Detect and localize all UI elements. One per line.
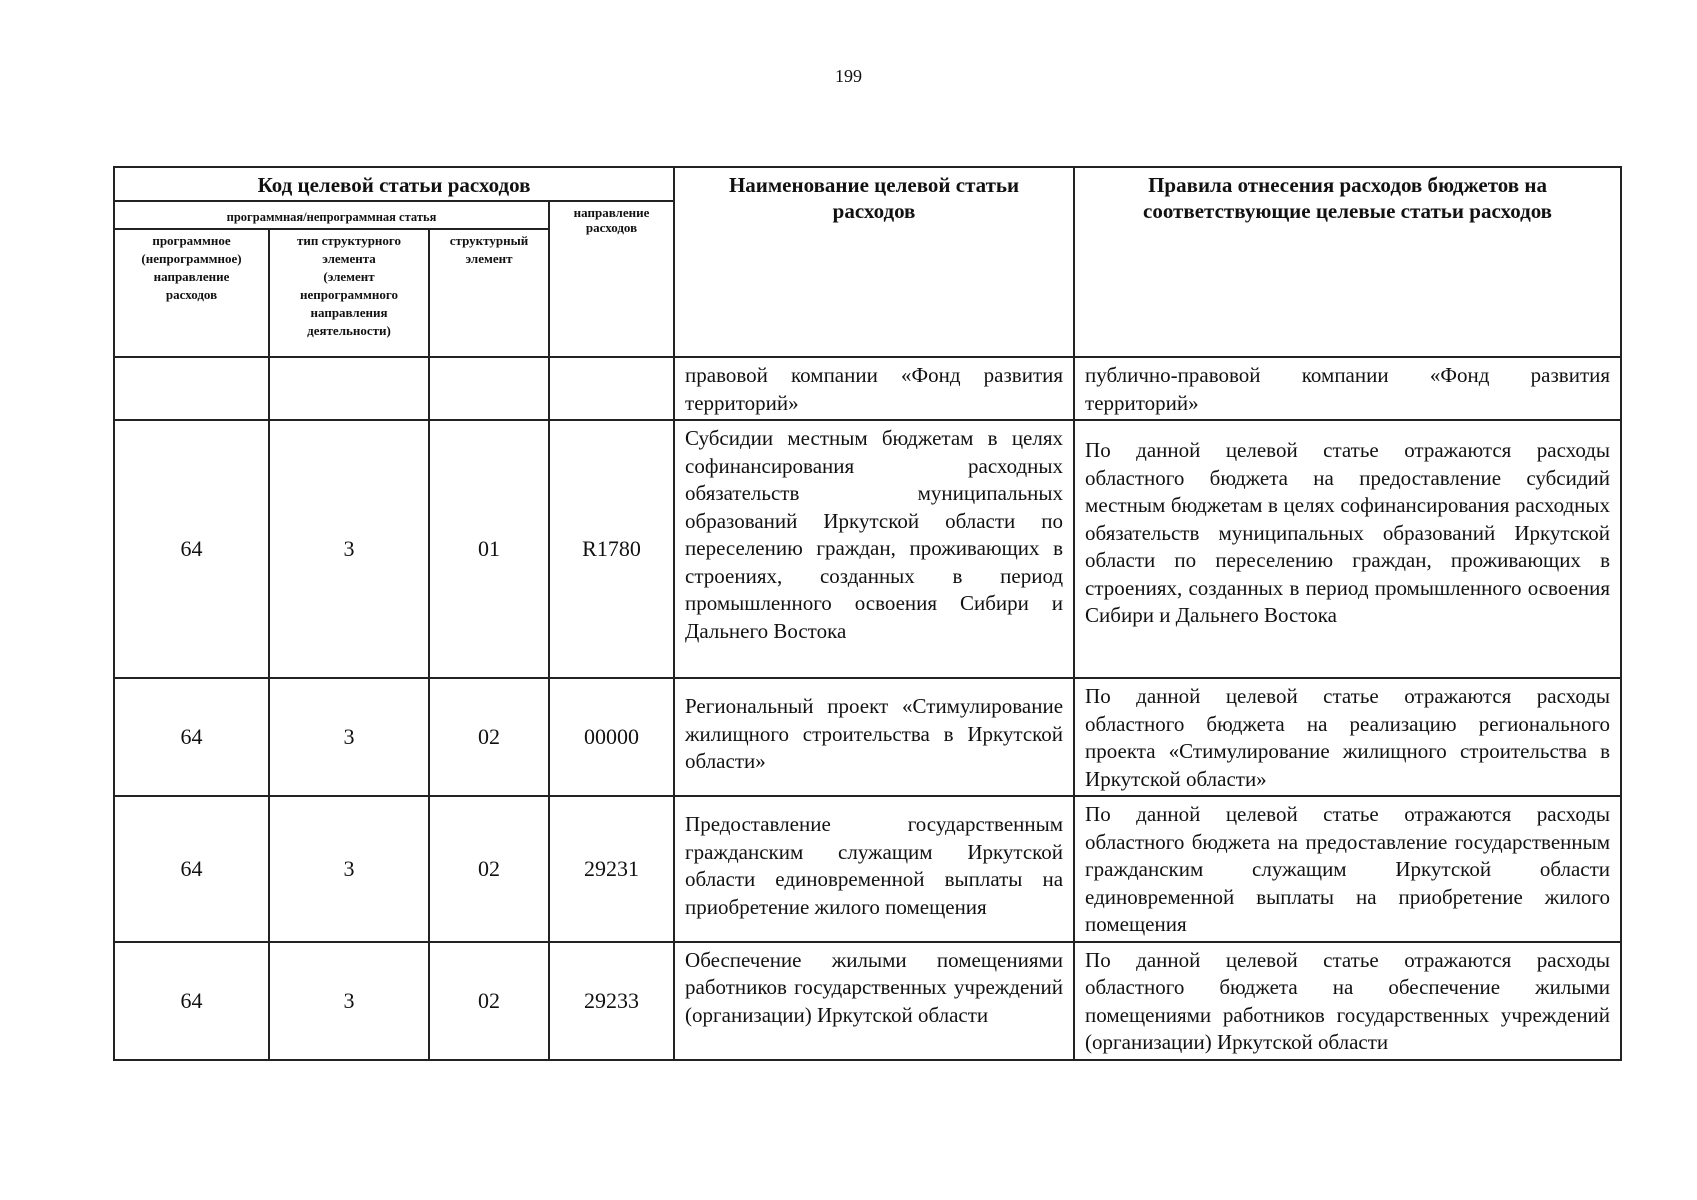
program-code-cell: 64	[114, 942, 269, 1060]
article-name-cell: Обеспечение жилыми помещениями работников государственных учреждений (организации) Иркутской области	[674, 942, 1074, 1060]
direction-code-cell: R1780	[549, 420, 674, 678]
article-rule-cell: По данной целевой статье отражаются расходы областного бюджета на предоставление субсидий местным бюджетам в целях софинансирования расходных обязательств муниципальных образований Иркутской области по переселению граждан, проживающих в строениях, созданных в период промышленного освоения Сибири и Дальнего Востока	[1074, 420, 1621, 678]
element-code-cell: 01	[429, 420, 549, 678]
program-code-cell: 64	[114, 796, 269, 942]
article-name-cell: правовой компании «Фонд развития территорий»	[674, 357, 1074, 420]
direction-code-cell: 00000	[549, 678, 674, 796]
article-rule-cell: публично-правовой компании «Фонд развития территорий»	[1074, 357, 1621, 420]
name-title-header: Наименование целевой статьи расходов	[674, 167, 1074, 357]
table-row	[114, 796, 1621, 942]
element-code-cell: 02	[429, 796, 549, 942]
type-code-cell: 3	[269, 420, 429, 678]
program-code-cell: 64	[114, 420, 269, 678]
article-name-cell: Субсидии местным бюджетам в целях софинансирования расходных обязательств муниципальных образований Иркутской области по переселению граждан, проживающих в строениях, созданных в период промышленного освоения Сибири и Дальнего Востока	[674, 420, 1074, 678]
element-code-cell	[429, 357, 549, 420]
article-rule-cell: По данной целевой статье отражаются расходы областного бюджета на реализацию регионального проекта «Стимулирование жилищного строительства в Иркутской области»	[1074, 678, 1621, 796]
type-code-cell: 3	[269, 796, 429, 942]
table-row	[114, 420, 1621, 678]
table-row	[114, 678, 1621, 796]
table-row	[114, 942, 1621, 1060]
program-direction-header: программное (непрограммное) направление расходов	[114, 229, 269, 357]
type-code-cell: 3	[269, 678, 429, 796]
direction-code-cell: 29233	[549, 942, 674, 1060]
program-code-cell: 64	[114, 678, 269, 796]
rules-title-header: Правила отнесения расходов бюджетов на соответствующие целевые статьи расходов	[1074, 167, 1621, 357]
code-title-header: Код целевой статьи расходов	[114, 167, 674, 201]
article-name-cell: Предоставление государственным гражданским служащим Иркутской области единовременной выплаты на приобретение жилого помещения	[674, 796, 1074, 942]
direction-header: направление расходов	[549, 201, 674, 357]
element-code-cell: 02	[429, 942, 549, 1060]
direction-code-cell: 29231	[549, 796, 674, 942]
type-code-cell: 3	[269, 942, 429, 1060]
element-type-header: тип структурного элемента (элемент непрограммного направления деятельности)	[269, 229, 429, 357]
program-code-cell	[114, 357, 269, 420]
type-code-cell	[269, 357, 429, 420]
page-number: 199	[835, 66, 862, 86]
element-code-cell: 02	[429, 678, 549, 796]
article-name-cell: Региональный проект «Стимулирование жилищного строительства в Иркутской области»	[674, 678, 1074, 796]
table-row	[114, 357, 1621, 420]
budget-codes-table	[113, 166, 1622, 1061]
program-article-header: программная/непрограммная статья	[114, 201, 549, 229]
direction-code-cell	[549, 357, 674, 420]
structural-element-header: структурный элемент	[429, 229, 549, 357]
article-rule-cell: По данной целевой статье отражаются расходы областного бюджета на предоставление государственным гражданским служащим Иркутской области единовременной выплаты на приобретение жилого помещения	[1074, 796, 1621, 942]
article-rule-cell: По данной целевой статье отражаются расходы областного бюджета на обеспечение жилыми помещениями работников государственных учреждений (организации) Иркутской области	[1074, 942, 1621, 1060]
